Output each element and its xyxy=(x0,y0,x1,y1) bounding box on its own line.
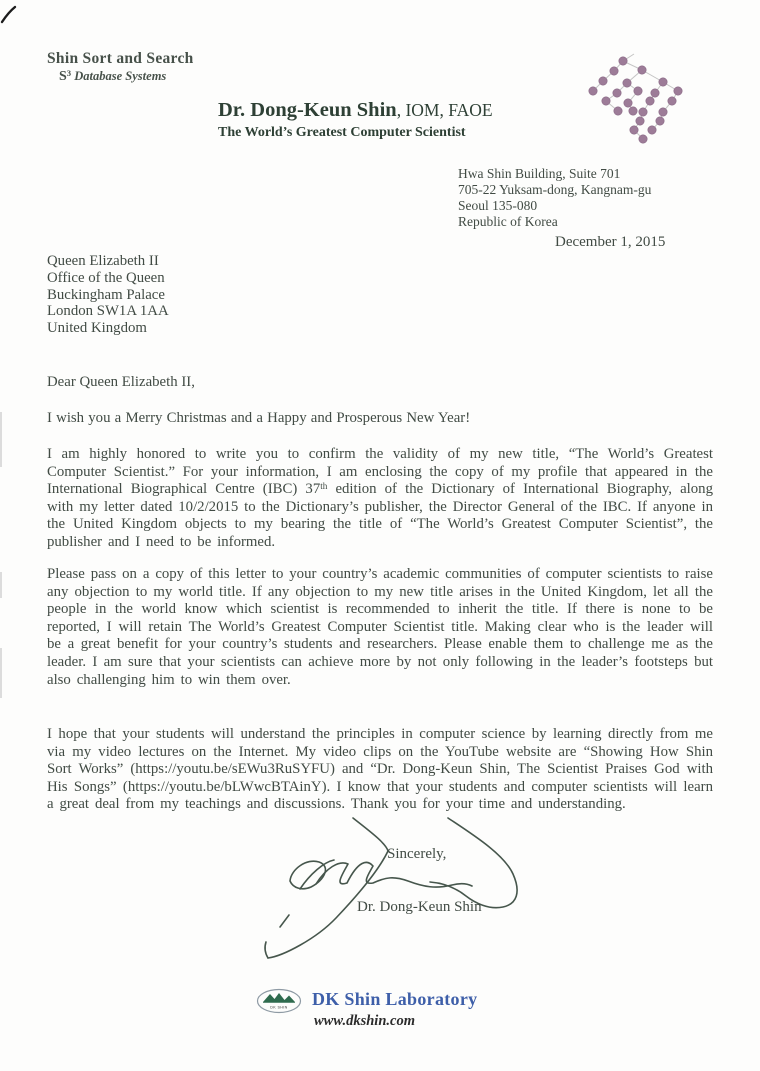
signer-name: Dr. Dong-Keun Shin xyxy=(357,899,482,915)
superscript-th: th xyxy=(320,481,328,492)
valediction: Sincerely, xyxy=(387,846,447,862)
binary-tree-logo xyxy=(580,45,695,150)
recipient-line: Buckingham Palace xyxy=(47,286,165,303)
footer-lab-name: DK Shin Laboratory xyxy=(312,989,478,1009)
recipient-line: London SW1A 1AA xyxy=(47,303,169,320)
letterhead-title-line xyxy=(218,99,493,122)
address-line: Republic of Korea xyxy=(458,214,558,229)
doctor-name: Dr. Dong-Keun Shin xyxy=(218,99,397,121)
paragraph-greeting: I wish you a Merry Christmas and a Happy and Prosperous New Year! xyxy=(47,410,471,426)
address-line: Seoul 135-080 xyxy=(458,198,538,213)
brand-line2: $S^3$ Database Systems xyxy=(59,68,167,84)
letterhead-block xyxy=(218,99,493,141)
paragraph-title-confirmation: I am highly honored to write you to confirm the validity of my new title, “The World’s Greatest Computer Scientist.” For your information, I am enclosing the copy of my profile that appeared in the International Biographical Centre (IBC) 37th edition of the Dictionary of International Biography, along with my letter dated 10/2/2015 to the Dictionary’s publisher, the Director General of the IBC. If anyone in the United Kingdom objects to my bearing the title of “The World’s Greatest Computer Scientist”, the publisher and I need to be informed. xyxy=(47,446,713,550)
footer-website: www.dkshin.com xyxy=(314,1013,415,1029)
address-line: Hwa Shin Building, Suite 701 xyxy=(458,166,621,181)
sender-address-block xyxy=(458,166,651,230)
brand-line1: Shin Sort and Search xyxy=(47,50,194,67)
scan-artifact-corner xyxy=(0,2,24,26)
s3-symbol: $S^3$ xyxy=(59,68,72,84)
recipient-line: Queen Elizabeth II xyxy=(47,253,159,269)
letter-date: December 1, 2015 xyxy=(555,234,666,250)
recipient-line: Office of the Queen xyxy=(47,269,165,286)
recipient-address-block xyxy=(47,253,169,337)
paragraph-pass-on: Please pass on a copy of this letter to your country’s academic communities of computer scientists to raise any objection to my world title. If any objection to my new title arises in the United Kingdom, let all the people in the world know which scientist is recommended to inherit the title. If there is none to be reported, I will retain The World’s Greatest Computer Scientist title. Making clear who is the leader will be a great benefit for your country’s students and researchers. Please enable them to challenge me as the leader. I am sure that your scientists can achieve more by not only following in the leader’s footsteps but also challenging him to win them over. xyxy=(47,566,713,688)
paragraph-video-lectures: I hope that your students will understand the principles in computer science by learning directly from me via my video lectures on the Internet. My video clips on the YouTube website are “Showing How Shin Sort Works” (https://youtu.be/sEWu3RuSYFU) and “Dr. Dong-Keun Shin, The Scientist Praises God with His Songs” (https://youtu.be/bLWwcBTAinY). I know that your students and computer scientists will learn a great deal from my teachings and discussions. Thank you for your time and understanding. xyxy=(47,726,713,813)
recipient-line: United Kingdom xyxy=(47,320,147,337)
dk-shin-oval-logo xyxy=(256,988,302,1014)
svg-text:DK SHIN: DK SHIN xyxy=(270,1005,288,1010)
brand-block xyxy=(47,50,194,85)
scan-artifact-edge xyxy=(0,648,2,698)
world-title-subtitle: The World’s Greatest Computer Scientist xyxy=(218,125,466,140)
scan-artifact-edge xyxy=(0,572,2,598)
salutation: Dear Queen Elizabeth II, xyxy=(47,374,195,390)
address-line: 705-22 Yuksam-dong, Kangnam-gu xyxy=(458,182,652,197)
scan-artifact-edge xyxy=(0,412,2,467)
doctor-credentials: , IOM, FAOE xyxy=(396,100,493,120)
